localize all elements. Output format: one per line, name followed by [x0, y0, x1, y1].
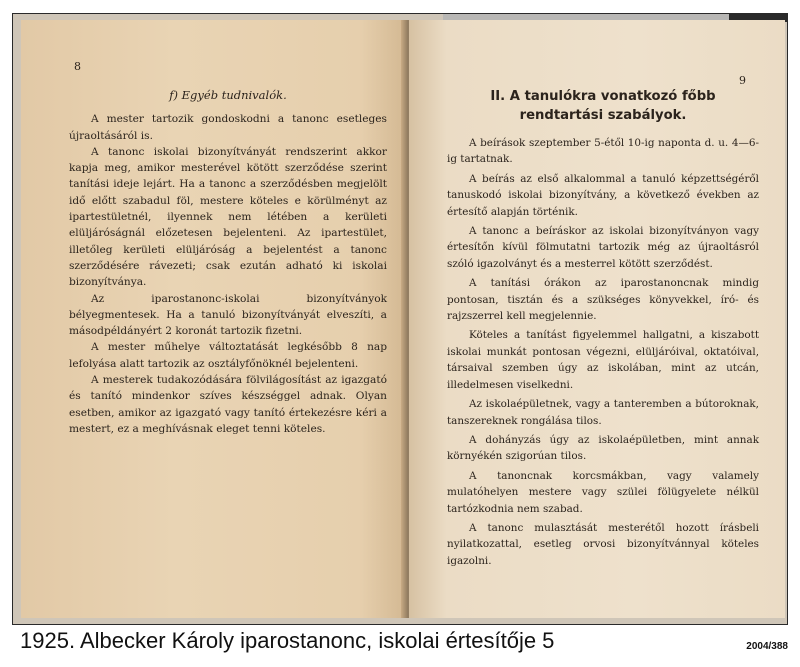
right-paragraph: A tanonc mulasztását mesterétől hozott írásbeli nyilatkozattal, esetleg orvosi bizonyítvánnyal köteles igazolni.	[447, 521, 759, 567]
right-paragraph: A tanonc a beíráskor az iskolai bizonyítványon vagy értesítőn kívül fölmutatni tartozik még az újraoltásról szóló igazolványt és a mesterrel kötött szerződést.	[447, 225, 759, 270]
right-paragraph: Köteles a tanítást figyelemmel hallgatni, a kiszabott iskolai munkát pontosan végezni, elüljáróival, oktatóival, társaival szemben úgy az iskolában, mint az utcán, illedelmesen viselkedni.	[447, 329, 759, 391]
right-paragraph: A beírások szeptember 5-étől 10-ig naponta d. u. 4—6-ig tartatnak.	[447, 137, 759, 166]
right-page-body	[447, 87, 759, 572]
left-paragraph: A mester tartozik gondoskodni a tanonc esetleges újraoltásáról is.	[69, 113, 387, 142]
left-page-number: 8	[74, 60, 81, 73]
chapter-heading: II. A tanulókra vonatkozó főbb rendtartási szabályok.	[490, 89, 716, 123]
scan-frame	[12, 13, 788, 625]
right-page-number: 9	[739, 74, 746, 87]
right-paragraph: A tanoncnak korcsmákban, vagy valamely mulatóhelyen mestere vagy szülei fölügyelete nélkül tartózkodnia nem szabad.	[447, 469, 759, 515]
left-paragraph: A mesterek tudakozódására fölvilágosítást az igazgató és tanító mindenkor szíves készséggel adnak. Olyan esetben, amikor az igazgató vagy tanító értekezésre kéri a mestert, ez a meghívásnak eleget tenni köteles.	[69, 374, 387, 435]
image-caption: 1925. Albecker Károly iparostanonc, iskolai értesítője 5	[20, 628, 555, 653]
section-title: f) Egyéb tudnivalók.	[169, 88, 287, 102]
right-paragraph: A tanítási órákon az iparostanoncnak mindig pontosan, tisztán és a szükséges könyvekkel, író- és rajzszerrel kell megjelennie.	[447, 277, 759, 323]
left-paragraph: A mester műhelye változtatását legkésőbb 8 nap lefolyása alatt tartozik az osztályfőnöknél bejelenteni.	[69, 341, 387, 370]
left-paragraph: A tanonc iskolai bizonyítványát rendszerint akkor kapja meg, amikor mesterével kötött szerződése szerint tanítási ideje lejárt. Ha a tanonc a szerződésben megjelölt idő előtt szabadul föl, mestere köteles e körülményt az ipartestületnél, ilyennek nem létében a kerületi elüljáróságnál előzetesen bejelenteni. Az ipartestület, illetőleg kerületi elüljáróság a bejelentést a tanonc szerződésére rávezeti; csak ezután adható ki iskolai bizonyítványa.	[69, 145, 387, 289]
catalog-number: 2004/388	[746, 641, 788, 652]
left-page	[21, 20, 406, 618]
right-paragraph: Az iskolaépületnek, vagy a tanteremben a bútoroknak, tanszereknek rongálása tilos.	[447, 398, 759, 427]
right-paragraph: A dohányzás úgy az iskolaépületben, mint annak környékén szigorúan tilos.	[447, 433, 759, 463]
right-paragraph: A beírás az első alkalommal a tanuló képzettségéről tanuskodó iskolai bizonyítvány, a következő években az értesítő alapján történik.	[447, 172, 759, 218]
left-page-body	[69, 87, 387, 437]
left-paragraph: Az iparostanonc-iskolai bizonyítványok bélyegmentesek. Ha a tanuló bizonyítványát elveszíti, a másodpéldányért 2 koronát tartozik fizetni.	[69, 292, 387, 338]
right-page	[409, 20, 785, 618]
